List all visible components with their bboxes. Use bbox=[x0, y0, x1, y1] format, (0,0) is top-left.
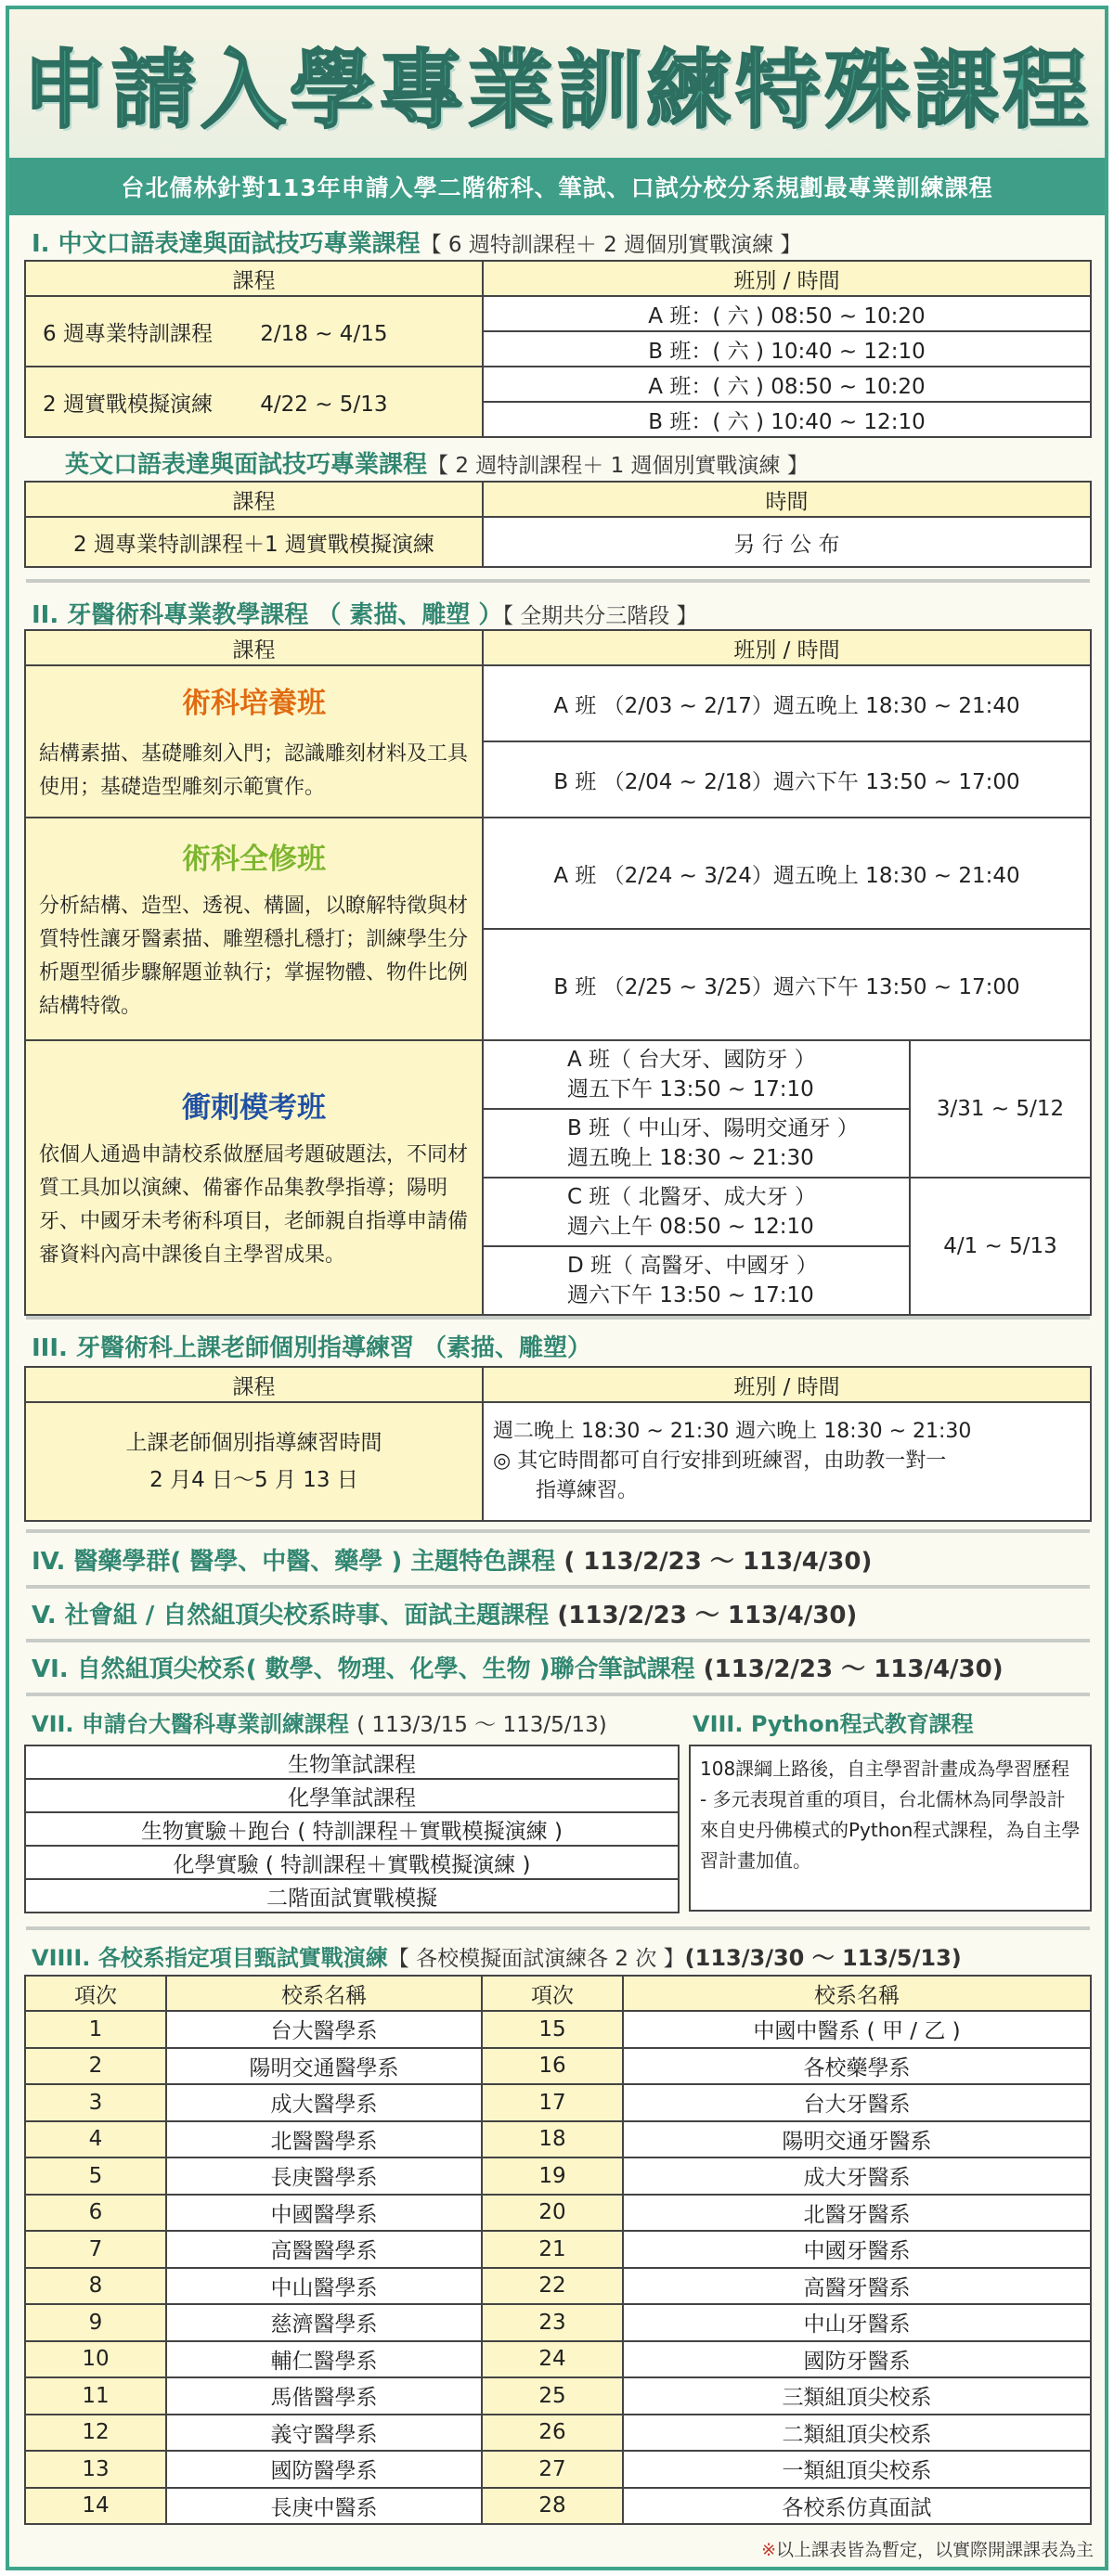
section6-heading bbox=[32, 1650, 1081, 1684]
table-row bbox=[25, 2231, 1091, 2268]
item-number: 4 bbox=[25, 2121, 166, 2158]
col-header-course: 課程 bbox=[25, 1367, 483, 1402]
table-row bbox=[25, 2195, 1091, 2232]
section8-title: VIIII. 各校系指定項目甄試實戰演練 bbox=[32, 1945, 388, 1971]
table-row bbox=[25, 2377, 1091, 2415]
course-dates: 4/22 ~ 5/13 bbox=[260, 392, 388, 417]
school-name: 中國醫學系 bbox=[166, 2195, 482, 2232]
sprint-class-desc: 依個人通過申請校系做歷屆考題破題法，不同材質工具加以演練、備審作品集教學指導；陽明牙、中國牙未考術科項目，老師親自指導申請備審資料內高中課後自主學習成果。 bbox=[39, 1142, 469, 1267]
item-number: 24 bbox=[482, 2341, 623, 2378]
section8-note: 【 各校模擬面試演練各 2 次 】 bbox=[387, 1947, 685, 1971]
section7-title: VII. 申請台大醫科專業訓練課程 bbox=[32, 1711, 349, 1737]
class-d-name: D 班（ 高醫牙、中國牙 ） bbox=[567, 1254, 818, 1278]
section7-table bbox=[24, 1745, 680, 1913]
date-range-cd: 4/1 ~ 5/13 bbox=[910, 1178, 1091, 1315]
item-number: 11 bbox=[25, 2377, 166, 2415]
col-header-no: 項次 bbox=[25, 1976, 166, 2011]
section1b-table bbox=[24, 481, 1092, 568]
section3-table bbox=[24, 1366, 1092, 1522]
class-a-time: 週五下午 13:50 ~ 17:10 bbox=[567, 1077, 814, 1101]
school-name: 各校藥學系 bbox=[623, 2048, 1091, 2085]
course-item: 二階面試實戰模擬 bbox=[25, 1879, 679, 1913]
school-name: 長庚醫學系 bbox=[166, 2157, 482, 2195]
course-cell bbox=[25, 1402, 483, 1521]
class-a-name: A 班（ 台大牙、國防牙 ） bbox=[567, 1048, 816, 1072]
school-name: 中山牙醫系 bbox=[623, 2304, 1091, 2341]
item-number: 10 bbox=[25, 2341, 166, 2378]
python-course-box bbox=[689, 1745, 1092, 1912]
footer-note bbox=[761, 2536, 1094, 2561]
table-row bbox=[25, 2268, 1091, 2305]
school-name: 國防醫學系 bbox=[166, 2451, 482, 2488]
table-row bbox=[25, 2157, 1091, 2195]
school-name: 馬偕醫學系 bbox=[166, 2377, 482, 2415]
item-number: 7 bbox=[25, 2231, 166, 2268]
col-header-time: 班別 / 時間 bbox=[483, 261, 1091, 296]
table-row bbox=[25, 2415, 1091, 2452]
class-b-time: 週五晚上 18:30 ~ 21:30 bbox=[567, 1146, 814, 1170]
footer-text: 以上課表皆為暫定，以實際開課課表為主 bbox=[775, 2540, 1094, 2560]
section1-note: 【 6 週特訓課程＋ 2 週個別實戰演練 】 bbox=[420, 233, 802, 257]
school-name: 北醫醫學系 bbox=[166, 2121, 482, 2158]
school-name: 三類組頂尖校系 bbox=[623, 2377, 1091, 2415]
section2-title: II. 牙醫術科專業教學課程 （ 素描、雕塑 ） bbox=[32, 601, 503, 629]
item-number: 3 bbox=[25, 2084, 166, 2121]
school-name: 一類組頂尖校系 bbox=[623, 2451, 1091, 2488]
section2-note: 【 全期共分三階段 】 bbox=[502, 604, 698, 628]
school-name: 國防牙醫系 bbox=[623, 2341, 1091, 2378]
section1b-heading bbox=[65, 445, 1114, 480]
schedule-cell: A 班 （2/03 ~ 2/17）週五晚上 18:30 ~ 21:40 bbox=[483, 665, 1091, 741]
page-title: 申請入學專業訓練特殊課程 bbox=[21, 41, 1092, 140]
col-header-time: 班別 / 時間 bbox=[483, 630, 1091, 665]
divider bbox=[26, 579, 1090, 583]
class-c-time: 週六上午 08:50 ~ 12:10 bbox=[567, 1215, 814, 1239]
table-row bbox=[25, 2341, 1091, 2378]
item-number: 20 bbox=[482, 2195, 623, 2232]
time-line1: 週二晚上 18:30 ~ 21:30 週六晚上 18:30 ~ 21:30 bbox=[493, 1420, 972, 1443]
section4-dates: ( 113/2/23 ～ 113/4/30) bbox=[563, 1548, 873, 1576]
school-name: 北醫牙醫系 bbox=[623, 2195, 1091, 2232]
course-basic bbox=[25, 665, 483, 818]
time-line3: 指導練習。 bbox=[536, 1479, 639, 1502]
schedule-cell: B 班：( 六 ) 10:40 ~ 12:10 bbox=[483, 402, 1091, 437]
school-name: 陽明交通牙醫系 bbox=[623, 2121, 1091, 2158]
school-name: 中國牙醫系 bbox=[623, 2231, 1091, 2268]
table-row bbox=[25, 2451, 1091, 2488]
col-header-name: 校系名稱 bbox=[166, 1976, 482, 2011]
section2-heading bbox=[32, 596, 1081, 630]
subtitle-band bbox=[9, 158, 1105, 215]
time-line2: ◎ 其它時間都可自行安排到班練習，由助教一對一 bbox=[493, 1449, 947, 1473]
flyer bbox=[6, 6, 1108, 2570]
item-number: 6 bbox=[25, 2195, 166, 2232]
schedule-cell: A 班：( 六 ) 08:50 ~ 10:20 bbox=[483, 296, 1091, 331]
date-range-ab: 3/31 ~ 5/12 bbox=[910, 1040, 1091, 1178]
basic-class-title: 術科培養班 bbox=[182, 686, 326, 720]
class-b-name: B 班（ 中山牙、陽明交通牙 ） bbox=[567, 1116, 859, 1140]
schedule-cell: A 班：( 六 ) 08:50 ~ 10:20 bbox=[483, 367, 1091, 402]
item-number: 15 bbox=[482, 2011, 623, 2048]
item-number: 13 bbox=[25, 2451, 166, 2488]
item-number: 5 bbox=[25, 2157, 166, 2195]
time-cell bbox=[483, 1402, 1091, 1521]
asterisk-icon: ※ bbox=[761, 2540, 776, 2560]
item-number: 17 bbox=[482, 2084, 623, 2121]
course-full bbox=[25, 818, 483, 1040]
section6-title: VI. 自然組頂尖校系( 數學、物理、化學、生物 )聯合筆試課程 bbox=[32, 1655, 695, 1683]
table-row bbox=[25, 2048, 1091, 2085]
sprint-class-title: 衝刺模考班 bbox=[182, 1090, 326, 1125]
school-name: 陽明交通醫學系 bbox=[166, 2048, 482, 2085]
school-name: 高醫牙醫系 bbox=[623, 2268, 1091, 2305]
course-dates: 2/18 ~ 4/15 bbox=[260, 321, 388, 346]
section8-dates: (113/3/30 ～ 113/5/13) bbox=[684, 1945, 962, 1971]
table-row bbox=[25, 2304, 1091, 2341]
school-name: 慈濟醫學系 bbox=[166, 2304, 482, 2341]
item-number: 28 bbox=[482, 2488, 623, 2525]
schedule-cell: B 班 （2/25 ~ 3/25）週六下午 13:50 ~ 17:00 bbox=[483, 929, 1091, 1040]
course-name: 2 週實戰模擬演練 bbox=[43, 392, 213, 417]
course-cell bbox=[25, 296, 483, 367]
time-cell: 另 行 公 布 bbox=[483, 517, 1091, 567]
section3-title: III. 牙醫術科上課老師個別指導練習 （素描、雕塑） bbox=[32, 1334, 592, 1362]
item-number: 26 bbox=[482, 2415, 623, 2452]
course-item: 生物筆試課程 bbox=[25, 1745, 679, 1779]
course-cell: 2 週專業特訓課程＋1 週實戰模擬演練 bbox=[25, 517, 483, 567]
divider bbox=[26, 1529, 1090, 1533]
col-header-course: 課程 bbox=[25, 630, 483, 665]
table-row bbox=[25, 2488, 1091, 2525]
item-number: 8 bbox=[25, 2268, 166, 2305]
section7-dates: ( 113/3/15 ～ 113/5/13) bbox=[356, 1713, 607, 1737]
col-header-time: 時間 bbox=[483, 482, 1091, 517]
section3-heading bbox=[32, 1329, 1081, 1363]
item-number: 1 bbox=[25, 2011, 166, 2048]
section2-table bbox=[24, 629, 1092, 1316]
school-name: 二類組頂尖校系 bbox=[623, 2415, 1091, 2452]
item-number: 25 bbox=[482, 2377, 623, 2415]
item-number: 23 bbox=[482, 2304, 623, 2341]
section1-heading bbox=[32, 225, 1081, 259]
school-name: 台大牙醫系 bbox=[623, 2084, 1091, 2121]
class-d-time: 週六下午 13:50 ~ 17:10 bbox=[567, 1283, 814, 1307]
col-header-name: 校系名稱 bbox=[623, 1976, 1091, 2011]
course-item: 化學筆試課程 bbox=[25, 1779, 679, 1812]
course-item: 化學實驗 ( 特訓課程＋實戰模擬演練 ) bbox=[25, 1846, 679, 1879]
schedule-cell: B 班 （2/04 ~ 2/18）週六下午 13:50 ~ 17:00 bbox=[483, 741, 1091, 818]
section5-heading bbox=[32, 1596, 1081, 1630]
full-class-desc: 分析結構、造型、透視、構圖，以瞭解特徵與材質特性讓牙醫素描、雕塑穩扎穩打；訓練學生分析題型循步驟解題並執行；掌握物體、物件比例結構特徵。 bbox=[39, 894, 469, 1018]
school-name: 長庚中醫系 bbox=[166, 2488, 482, 2525]
section8-heading bbox=[32, 1939, 1081, 1972]
schedule-cell bbox=[483, 1040, 910, 1109]
item-number: 21 bbox=[482, 2231, 623, 2268]
section5-title: V. 社會組 / 自然組頂尖校系時事、面試主題課程 bbox=[32, 1602, 550, 1629]
section5-dates: (113/2/23 ～ 113/4/30) bbox=[557, 1602, 858, 1629]
school-name: 高醫醫學系 bbox=[166, 2231, 482, 2268]
section1b-title: 英文口語表達與面試技巧專業課程 bbox=[65, 451, 428, 479]
item-number: 22 bbox=[482, 2268, 623, 2305]
page-subtitle: 台北儒林針對113年申請入學二階術科、筆試、口試分校分系規劃最專業訓練課程 bbox=[121, 174, 993, 201]
table-row bbox=[25, 2084, 1091, 2121]
item-number: 18 bbox=[482, 2121, 623, 2158]
course-line2: 2 月4 日～5 月 13 日 bbox=[149, 1468, 358, 1492]
divider bbox=[26, 1926, 1090, 1930]
item-number: 2 bbox=[25, 2048, 166, 2085]
divider bbox=[26, 1693, 1090, 1696]
school-name: 中國中醫系 ( 甲 / 乙 ) bbox=[623, 2011, 1091, 2048]
item-number: 16 bbox=[482, 2048, 623, 2085]
divider bbox=[26, 1639, 1090, 1642]
schedule-cell bbox=[483, 1246, 910, 1315]
schools-table bbox=[24, 1975, 1092, 2525]
school-name: 台大醫學系 bbox=[166, 2011, 482, 2048]
section7b-heading bbox=[693, 1706, 1082, 1738]
section7b-title: VIII. Python程式教育課程 bbox=[693, 1711, 974, 1737]
divider bbox=[26, 1316, 1090, 1320]
schedule-cell: A 班 （2/24 ~ 3/24）週五晚上 18:30 ~ 21:40 bbox=[483, 818, 1091, 929]
course-cell bbox=[25, 367, 483, 437]
table-row bbox=[25, 2011, 1091, 2048]
item-number: 9 bbox=[25, 2304, 166, 2341]
schedule-cell: B 班：( 六 ) 10:40 ~ 12:10 bbox=[483, 331, 1091, 367]
col-header-course: 課程 bbox=[25, 261, 483, 296]
title-band bbox=[9, 9, 1105, 158]
class-c-name: C 班（ 北醫牙、成大牙 ） bbox=[567, 1185, 816, 1209]
item-number: 27 bbox=[482, 2451, 623, 2488]
course-name: 6 週專業特訓課程 bbox=[43, 321, 213, 346]
divider bbox=[26, 1585, 1090, 1589]
col-header-no: 項次 bbox=[482, 1976, 623, 2011]
school-name: 各校系仿真面試 bbox=[623, 2488, 1091, 2525]
schedule-cell bbox=[483, 1109, 910, 1178]
col-header-time: 班別 / 時間 bbox=[483, 1367, 1091, 1402]
full-class-title: 術科全修班 bbox=[182, 842, 326, 876]
section1-table bbox=[24, 260, 1092, 438]
school-name: 成大牙醫系 bbox=[623, 2157, 1091, 2195]
section1b-note: 【 2 週特訓課程＋ 1 週個別實戰演練 】 bbox=[427, 454, 809, 478]
school-name: 中山醫學系 bbox=[166, 2268, 482, 2305]
course-item: 生物實驗＋跑台 ( 特訓課程＋實戰模擬演練 ) bbox=[25, 1812, 679, 1846]
school-name: 義守醫學系 bbox=[166, 2415, 482, 2452]
item-number: 19 bbox=[482, 2157, 623, 2195]
schedule-cell bbox=[483, 1178, 910, 1246]
school-name: 成大醫學系 bbox=[166, 2084, 482, 2121]
python-course-desc: 108課綱上路後，自主學習計畫成為學習歷程 - 多元表現首重的項目，台北儒林為同學設計來自史丹佛模式的Python程式課程，為自主學習計畫加值。 bbox=[700, 1758, 1081, 1872]
section4-title: IV. 醫藥學群( 醫學、中醫、藥學 ) 主題特色課程 bbox=[32, 1548, 556, 1576]
basic-class-desc: 結構素描、基礎雕刻入門；認識雕刻材料及工具使用；基礎造型雕刻示範實作。 bbox=[39, 741, 469, 799]
item-number: 12 bbox=[25, 2415, 166, 2452]
table-row bbox=[25, 2121, 1091, 2158]
course-line1: 上課老師個別指導練習時間 bbox=[125, 1431, 382, 1455]
section4-heading bbox=[32, 1542, 1081, 1577]
course-sprint bbox=[25, 1040, 483, 1315]
col-header-course: 課程 bbox=[25, 482, 483, 517]
section1-title: I. 中文口語表達與面試技巧專業課程 bbox=[32, 230, 421, 258]
school-name: 輔仁醫學系 bbox=[166, 2341, 482, 2378]
item-number: 14 bbox=[25, 2488, 166, 2525]
section6-dates: (113/2/23 ～ 113/4/30) bbox=[703, 1655, 1004, 1683]
